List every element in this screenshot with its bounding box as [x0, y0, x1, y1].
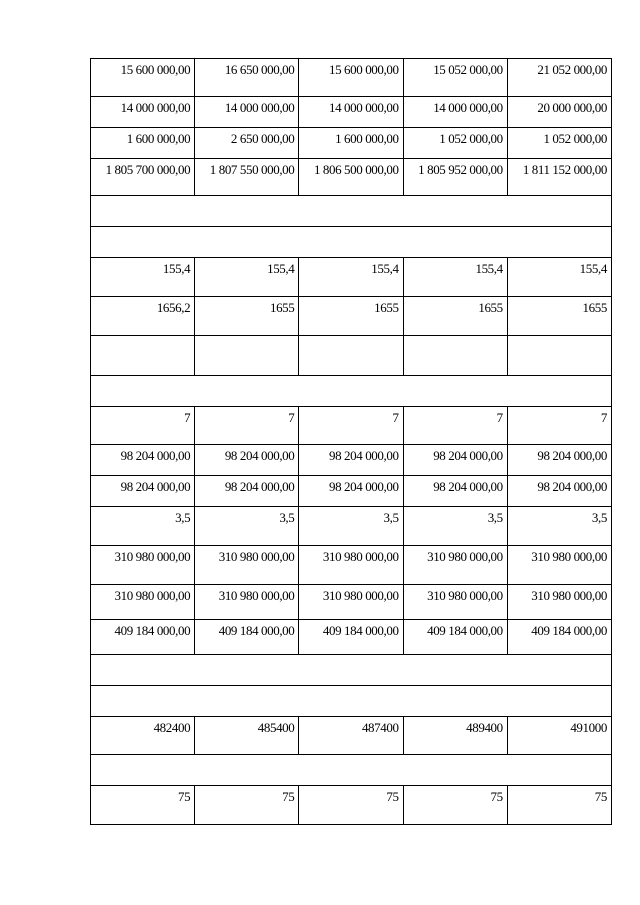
table-row: [91, 476, 612, 507]
table-cell: 310 980 000,00: [299, 585, 403, 620]
table-cell: 98 204 000,00: [195, 476, 299, 507]
table-cell: [403, 336, 507, 376]
table-cell: 409 184 000,00: [403, 620, 507, 655]
table-row: [91, 159, 612, 196]
table-cell: 98 204 000,00: [403, 476, 507, 507]
table-cell: 310 980 000,00: [195, 585, 299, 620]
table-cell-merged: [91, 196, 612, 227]
table-cell: 98 204 000,00: [299, 476, 403, 507]
document-page: [90, 58, 611, 825]
table-cell: 1655: [403, 297, 507, 336]
table-cell: 75: [403, 786, 507, 825]
table-cell: 1655: [195, 297, 299, 336]
table-row: [91, 297, 612, 336]
table-cell: [91, 336, 195, 376]
table-cell: 1 805 952 000,00: [403, 159, 507, 196]
table-row: [91, 717, 612, 755]
table-cell: 155,4: [507, 258, 611, 297]
table-cell: 75: [299, 786, 403, 825]
table-cell: 1 805 700 000,00: [91, 159, 195, 196]
table-body: [91, 59, 612, 825]
table-cell: 487400: [299, 717, 403, 755]
table-row: [91, 128, 612, 159]
table-cell: 1 806 500 000,00: [299, 159, 403, 196]
table-cell: 482400: [91, 717, 195, 755]
table-cell: 155,4: [299, 258, 403, 297]
table-cell: 98 204 000,00: [507, 445, 611, 476]
table-row: [91, 755, 612, 786]
table-cell: 7: [91, 407, 195, 445]
table-cell-merged: [91, 686, 612, 717]
table-row: [91, 507, 612, 546]
table-cell: 75: [91, 786, 195, 825]
table-cell: 14 000 000,00: [403, 97, 507, 128]
table-cell: 3,5: [195, 507, 299, 546]
table-cell: 155,4: [403, 258, 507, 297]
table-cell: 310 980 000,00: [299, 546, 403, 585]
table-cell: 7: [507, 407, 611, 445]
table-cell: 7: [195, 407, 299, 445]
table-row: [91, 196, 612, 227]
table-cell: 98 204 000,00: [299, 445, 403, 476]
table-cell: 3,5: [91, 507, 195, 546]
table-cell: 20 000 000,00: [507, 97, 611, 128]
table-cell: 3,5: [299, 507, 403, 546]
table-cell: 310 980 000,00: [195, 546, 299, 585]
table-cell: 15 052 000,00: [403, 59, 507, 97]
table-row: [91, 655, 612, 686]
table-row: [91, 336, 612, 376]
table-cell: 98 204 000,00: [403, 445, 507, 476]
table-row: [91, 376, 612, 407]
table-row: [91, 585, 612, 620]
table-cell: 75: [195, 786, 299, 825]
table-cell: [299, 336, 403, 376]
table-cell: 1656,2: [91, 297, 195, 336]
table-cell: 98 204 000,00: [91, 476, 195, 507]
table-cell-merged: [91, 755, 612, 786]
table-cell: 1 600 000,00: [91, 128, 195, 159]
table-cell: 155,4: [91, 258, 195, 297]
table-cell: 1 052 000,00: [403, 128, 507, 159]
table-cell: 1 600 000,00: [299, 128, 403, 159]
table-row: [91, 59, 612, 97]
table-cell: 409 184 000,00: [91, 620, 195, 655]
table-cell-merged: [91, 655, 612, 686]
table-cell: 491000: [507, 717, 611, 755]
table-cell: 409 184 000,00: [195, 620, 299, 655]
table-cell: 485400: [195, 717, 299, 755]
table-cell: 310 980 000,00: [91, 585, 195, 620]
table-cell: 7: [403, 407, 507, 445]
table-row: [91, 686, 612, 717]
table-cell: 14 000 000,00: [195, 97, 299, 128]
table-cell: 310 980 000,00: [91, 546, 195, 585]
table-cell: 15 600 000,00: [299, 59, 403, 97]
table-cell: 1 811 152 000,00: [507, 159, 611, 196]
table-cell: 98 204 000,00: [195, 445, 299, 476]
table-cell: 14 000 000,00: [299, 97, 403, 128]
table-cell: 3,5: [507, 507, 611, 546]
table-cell: 98 204 000,00: [91, 445, 195, 476]
table-cell: 75: [507, 786, 611, 825]
table-cell: 310 980 000,00: [507, 546, 611, 585]
budget-values-table: [90, 58, 612, 825]
table-cell-merged: [91, 227, 612, 258]
table-cell: 15 600 000,00: [91, 59, 195, 97]
table-cell: 21 052 000,00: [507, 59, 611, 97]
table-cell: 310 980 000,00: [507, 585, 611, 620]
table-cell: 7: [299, 407, 403, 445]
table-cell: 409 184 000,00: [507, 620, 611, 655]
table-row: [91, 445, 612, 476]
table-row: [91, 786, 612, 825]
table-row: [91, 258, 612, 297]
table-cell: 1 807 550 000,00: [195, 159, 299, 196]
table-cell-merged: [91, 376, 612, 407]
table-cell: 16 650 000,00: [195, 59, 299, 97]
table-row: [91, 546, 612, 585]
table-row: [91, 407, 612, 445]
table-cell: 14 000 000,00: [91, 97, 195, 128]
table-cell: 310 980 000,00: [403, 585, 507, 620]
table-cell: 1655: [299, 297, 403, 336]
table-cell: 1 052 000,00: [507, 128, 611, 159]
table-cell: 3,5: [403, 507, 507, 546]
table-cell: 1655: [507, 297, 611, 336]
table-cell: 409 184 000,00: [299, 620, 403, 655]
table-row: [91, 227, 612, 258]
table-cell: 310 980 000,00: [403, 546, 507, 585]
table-cell: 98 204 000,00: [507, 476, 611, 507]
table-row: [91, 97, 612, 128]
table-cell: 155,4: [195, 258, 299, 297]
table-cell: 489400: [403, 717, 507, 755]
table-cell: 2 650 000,00: [195, 128, 299, 159]
table-cell: [195, 336, 299, 376]
table-row: [91, 620, 612, 655]
table-cell: [507, 336, 611, 376]
